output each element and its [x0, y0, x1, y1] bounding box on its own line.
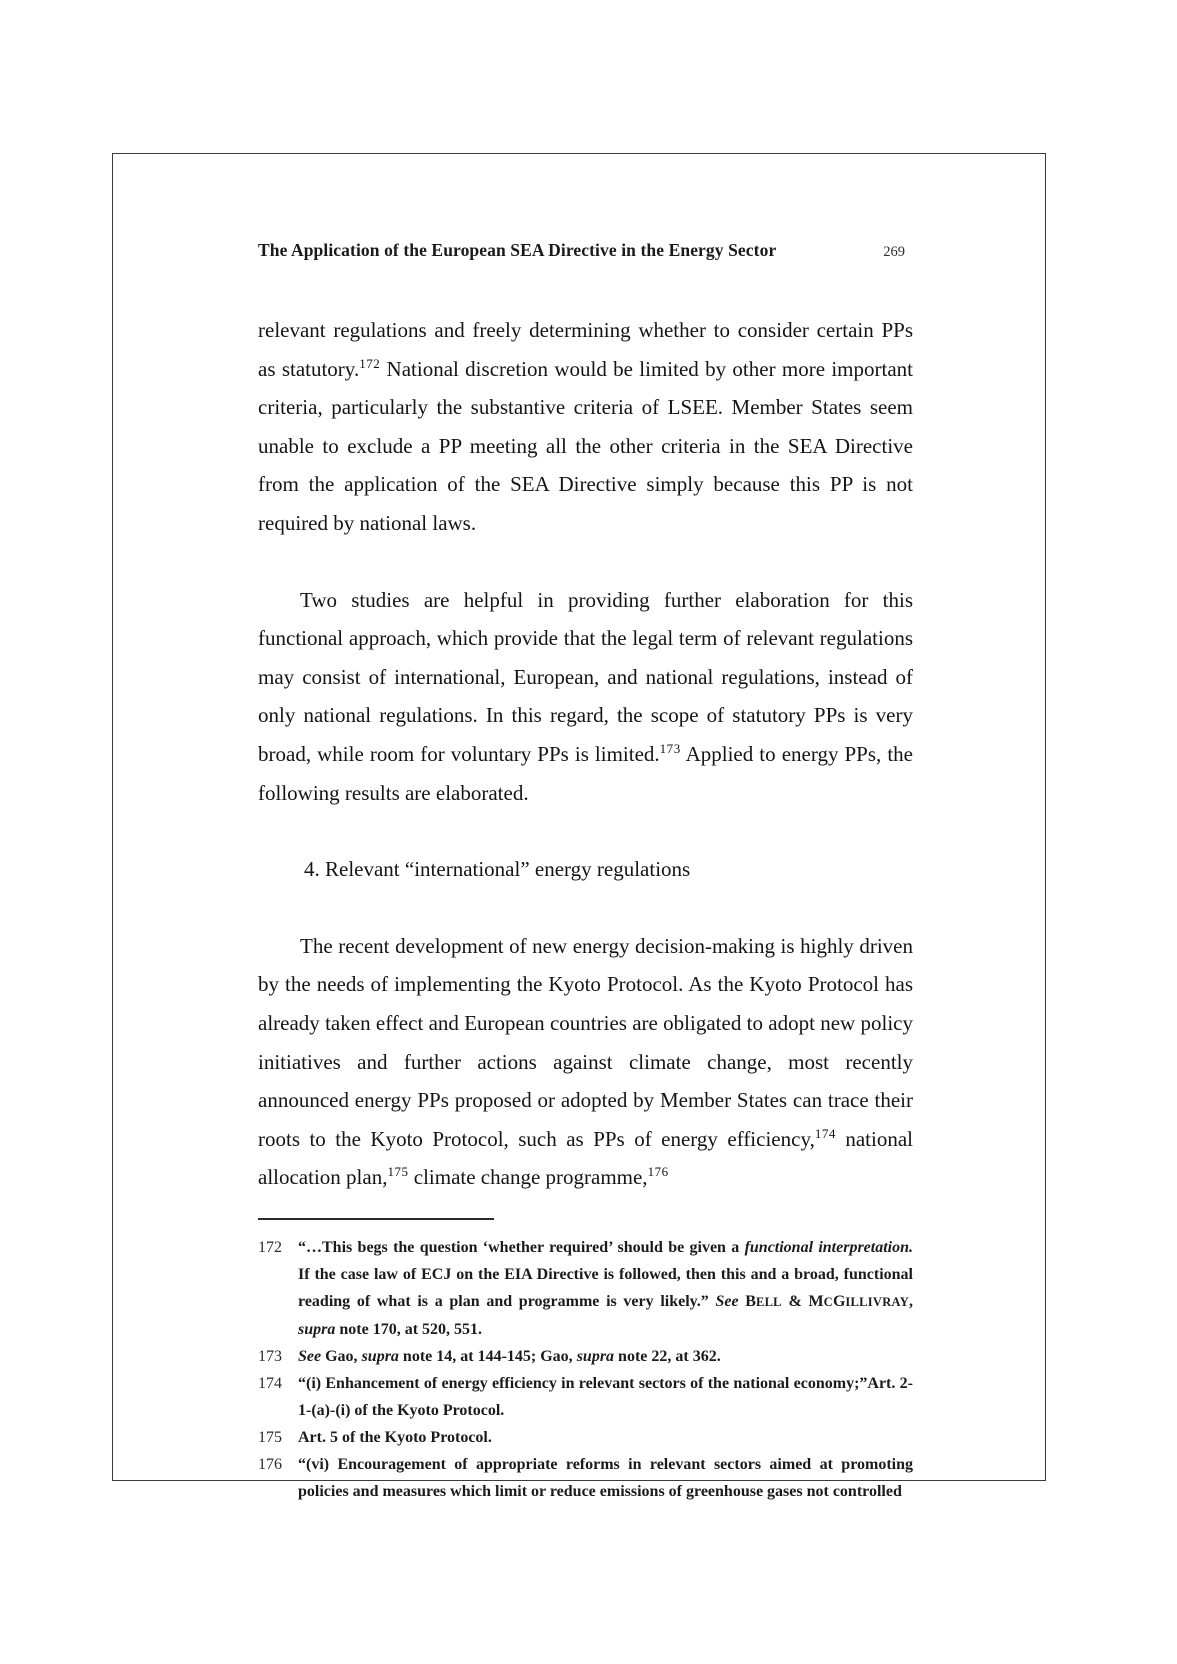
paragraph: [258, 927, 913, 1197]
text-segment: ,: [909, 1292, 914, 1310]
footnote-ref: 173: [659, 740, 681, 756]
footnote-text: [298, 1234, 913, 1343]
text-segment: See: [715, 1292, 739, 1310]
footnote-ref: 176: [647, 1164, 669, 1180]
text-segment: B: [738, 1292, 756, 1310]
footnote-separator: [258, 1218, 494, 1220]
text-segment: functional interpretation.: [744, 1238, 914, 1256]
footnote-text: [298, 1343, 913, 1370]
text-segment: relevant regulations and freely determining whether to consider certain PPs as statutory.: [258, 318, 913, 381]
footnote-ref: 174: [814, 1125, 836, 1141]
text-segment: “(i) Enhancement of energy efficiency in relevant sectors of the national economy;”Art. 2-1-(a)-(i) of the Kyoto Protocol.: [298, 1374, 913, 1419]
text-segment: supra: [298, 1320, 336, 1338]
text-segment: note 14, at 144-145; Gao,: [398, 1347, 577, 1365]
text-segment: G: [832, 1292, 846, 1310]
text-segment: Applied to energy PPs, the following results are elaborated.: [258, 741, 913, 805]
footnote-number: 174: [258, 1374, 282, 1392]
text-segment: If the case law of ECJ on the EIA Directive is followed, then this and a broad, functional reading of what is a plan and programme is very likely.”: [298, 1265, 913, 1310]
text-segment: ILLIVRAY: [845, 1294, 910, 1309]
running-header-title: The Application of the European SEA Directive in the Energy Sector: [258, 240, 777, 260]
footnote-ref: 172: [359, 355, 381, 371]
running-header: [258, 240, 913, 261]
footnote-number: 172: [258, 1238, 282, 1256]
footnote-row: [258, 1370, 913, 1424]
text-segment: & M: [781, 1292, 824, 1310]
text-segment: note 170, at 520, 551.: [335, 1320, 483, 1338]
text-segment: national allocation plan,: [258, 1126, 913, 1190]
text-segment: The recent development of new energy decision-making is highly driven by the needs of implementing the Kyoto Protocol. As the Kyoto Protocol has already taken effect and European countries are obligated to adopt new policy initiatives and further actions against climate change, most recently announced energy PPs proposed or adopted by Member States can trace their roots to the Kyoto Protocol, such as PPs of energy efficiency,: [258, 933, 913, 1151]
footnote-row: [258, 1451, 913, 1505]
footnote-number: 176: [258, 1455, 282, 1473]
text-segment: Art. 5 of the Kyoto Protocol.: [298, 1428, 492, 1446]
footnote-row: [258, 1424, 913, 1451]
text-segment: climate change programme,: [408, 1165, 648, 1190]
text-segment: See: [298, 1347, 322, 1365]
footnote-row: [258, 1234, 913, 1343]
footnote-text: [298, 1424, 913, 1451]
page-content: [258, 240, 913, 1505]
text-segment: “(vi) Encouragement of appropriate reforms in relevant sectors aimed at promoting policies and measures which limit or reduce emissions of greenhouse gases not controlled: [298, 1455, 913, 1500]
text-segment: supra: [576, 1347, 615, 1365]
page-number: 269: [883, 244, 905, 260]
text-segment: Two studies are helpful in providing further elaboration for this functional approach, which provide that the legal term of relevant regulations may consist of international, European, and national regulations, instead of only national regulations. In this regard, the scope of statutory PPs is very broad, while room for voluntary PPs is limited.: [258, 587, 913, 766]
footnote-number: 175: [258, 1428, 282, 1446]
text-segment: Gao,: [321, 1347, 362, 1365]
text-segment: ELL: [755, 1294, 782, 1309]
text-segment: note 22, at 362.: [614, 1347, 721, 1365]
footnotes: [258, 1234, 913, 1505]
text-segment: supra: [361, 1347, 399, 1365]
footnote-ref: 175: [387, 1164, 409, 1180]
footnote-row: [258, 1343, 913, 1370]
body-text: [258, 311, 913, 1197]
text-segment: C: [823, 1294, 833, 1309]
text-segment: “…This begs the question ‘whether required’ should be given a: [298, 1238, 745, 1256]
paragraph: [258, 581, 913, 813]
footnote-number: 173: [258, 1347, 282, 1365]
text-segment: National discretion would be limited by other more important criteria, particularly the substantive criteria of LSEE. Member States seem unable to exclude a PP meeting all the other criteria in the SEA Directive from the application of the SEA Directive simply because this PP is not required by national laws.: [258, 356, 914, 535]
footnote-text: [298, 1370, 913, 1424]
paragraph: [258, 311, 913, 543]
footnote-text: [298, 1451, 913, 1505]
section-heading: 4. Relevant “international” energy regulations: [304, 857, 691, 882]
